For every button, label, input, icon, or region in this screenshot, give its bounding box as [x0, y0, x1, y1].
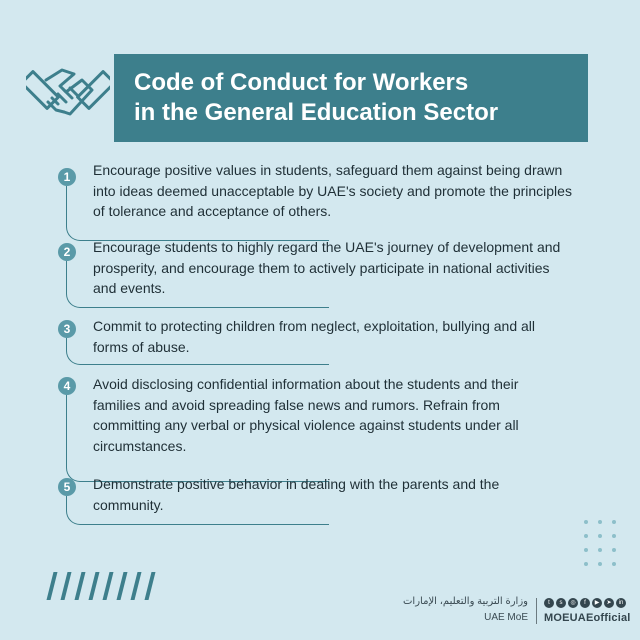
dot	[598, 562, 602, 566]
item-line: Avoid disclosing confidential information about the students and their	[93, 376, 519, 392]
item-line: of tolerance and acceptance of others.	[93, 203, 332, 219]
item-text-2	[93, 237, 595, 299]
social-icons	[544, 598, 626, 608]
stripe	[131, 572, 142, 600]
dot	[612, 534, 616, 538]
item-line: forms of abuse.	[93, 338, 190, 355]
item-line: and events.	[93, 280, 166, 296]
instagram-icon[interactable]: ◎	[568, 598, 578, 608]
item-line: Demonstrate positive behavior in dealing with the parents and the	[93, 476, 500, 492]
stripe	[61, 572, 72, 600]
dot	[598, 520, 602, 524]
item-line: into ideas deemed unacceptable by UAE's society and promote the principles	[93, 182, 572, 199]
title-banner	[114, 54, 588, 142]
item-text-5	[93, 474, 595, 515]
dot	[612, 520, 616, 524]
dot	[584, 534, 588, 538]
youtube-icon[interactable]: ▶	[592, 598, 602, 608]
snapchat-icon[interactable]: s	[556, 598, 566, 608]
item-line: Commit to protecting children from neglect, exploitation, bullying and all	[93, 318, 536, 334]
handshake-icon	[26, 52, 110, 136]
item-number: 3	[58, 320, 76, 338]
item-number: 4	[58, 377, 76, 395]
org-name-arabic: وزارة التربية والتعليم، الإمارات	[403, 596, 528, 607]
item-line: prosperity, and encourage them to actively participate in national activities	[93, 259, 550, 276]
stripe	[117, 572, 128, 600]
linkedin-icon[interactable]: in	[616, 598, 626, 608]
dot	[598, 548, 602, 552]
dot	[584, 548, 588, 552]
item-text-3	[93, 316, 595, 357]
item-line: circumstances.	[93, 437, 187, 454]
item-line: families and avoid spreading false news and rumors. Refrain from	[93, 396, 500, 413]
title-line-2: in the General Education Sector	[134, 99, 499, 126]
item-line: Encourage students to highly regard the UAE's journey of development and	[93, 239, 561, 255]
dot	[584, 520, 588, 524]
dot	[598, 534, 602, 538]
stripe	[145, 572, 156, 600]
twitter-icon[interactable]: t	[544, 598, 554, 608]
dot	[612, 562, 616, 566]
dot	[612, 548, 616, 552]
facebook-icon[interactable]: f	[580, 598, 590, 608]
stripe	[89, 572, 100, 600]
item-text-4	[93, 374, 595, 456]
stripe	[103, 572, 114, 600]
item-line: community.	[93, 496, 164, 513]
item-text-1	[93, 160, 595, 222]
item-number: 5	[58, 478, 76, 496]
social-handle: MOEUAEofficial	[544, 612, 631, 624]
item-line: Encourage positive values in students, safeguard them against being drawn	[93, 162, 563, 178]
item-line: committing any verbal or physical violence against students under all	[93, 417, 519, 433]
footer-divider	[536, 598, 537, 624]
item-number: 2	[58, 243, 76, 261]
stripe	[75, 572, 86, 600]
title-line-1: Code of Conduct for Workers	[134, 69, 469, 96]
item-number: 1	[58, 168, 76, 186]
stripe	[47, 572, 58, 600]
org-name: UAE MoE	[484, 612, 528, 623]
dot	[584, 562, 588, 566]
telegram-icon[interactable]: ➤	[604, 598, 614, 608]
